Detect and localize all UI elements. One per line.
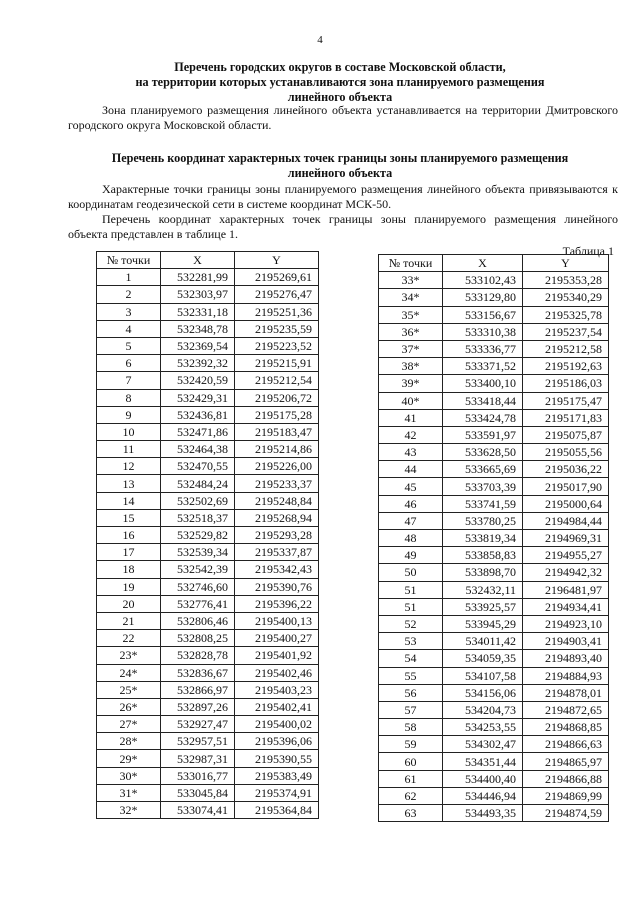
x-cell: 532542,39 (161, 561, 235, 578)
y-cell: 2195206,72 (235, 389, 319, 406)
y-cell: 2195383,49 (235, 767, 319, 784)
table-row (379, 272, 609, 289)
y-cell: 2195400,13 (235, 612, 319, 629)
x-cell: 533665,69 (443, 461, 523, 478)
section2-text-2: Перечень координат характерных точек границы зоны планируемого размещения линейного объекта представлен в таблице 1. (68, 212, 618, 241)
point-number-cell: 44 (379, 461, 443, 478)
header-point-number: № точки (97, 252, 161, 269)
table-row (379, 650, 609, 667)
table-row (379, 770, 609, 787)
point-number-cell: 23* (97, 647, 161, 664)
table-row (97, 716, 319, 733)
point-number-cell: 9 (97, 406, 161, 423)
y-cell: 2194969,31 (523, 530, 609, 547)
section2-text-1: Характерные точки границы зоны планируемого размещения линейного объекта привязываются к координатам геодезической сети в системе координат МСК-50. (68, 182, 618, 211)
x-cell: 532897,26 (161, 698, 235, 715)
x-cell: 533780,25 (443, 512, 523, 529)
y-cell: 2194866,88 (523, 770, 609, 787)
x-cell: 533129,80 (443, 289, 523, 306)
x-cell: 532502,69 (161, 492, 235, 509)
x-cell: 532518,37 (161, 509, 235, 526)
table-row (97, 733, 319, 750)
y-cell: 2195276,47 (235, 286, 319, 303)
y-cell: 2194869,99 (523, 787, 609, 804)
x-cell: 532471,86 (161, 423, 235, 440)
table-row (379, 736, 609, 753)
table-row (97, 509, 319, 526)
x-cell: 532464,38 (161, 441, 235, 458)
y-cell: 2194874,59 (523, 805, 609, 822)
table-row (97, 286, 319, 303)
x-cell: 532420,59 (161, 372, 235, 389)
table-row (379, 478, 609, 495)
table-row (97, 475, 319, 492)
table-row (97, 441, 319, 458)
x-cell: 532281,99 (161, 269, 235, 286)
y-cell: 2195233,37 (235, 475, 319, 492)
y-cell: 2195340,29 (523, 289, 609, 306)
point-number-cell: 31* (97, 784, 161, 801)
y-cell: 2195248,84 (235, 492, 319, 509)
x-cell: 532303,97 (161, 286, 235, 303)
point-number-cell: 8 (97, 389, 161, 406)
point-number-cell: 57 (379, 701, 443, 718)
y-cell: 2194934,41 (523, 598, 609, 615)
y-cell: 2195183,47 (235, 423, 319, 440)
x-cell: 532987,31 (161, 750, 235, 767)
table-row (97, 423, 319, 440)
y-cell: 2195268,94 (235, 509, 319, 526)
x-cell: 533819,34 (443, 530, 523, 547)
header-y: Y (523, 255, 609, 272)
x-cell: 532331,18 (161, 303, 235, 320)
x-cell: 533336,77 (443, 340, 523, 357)
point-number-cell: 45 (379, 478, 443, 495)
table-row (97, 492, 319, 509)
table-row (379, 564, 609, 581)
table-row (379, 701, 609, 718)
header-point-number: № точки (379, 255, 443, 272)
y-cell: 2195269,61 (235, 269, 319, 286)
point-number-cell: 5 (97, 337, 161, 354)
point-number-cell: 34* (379, 289, 443, 306)
table-row (379, 306, 609, 323)
x-cell: 532392,32 (161, 355, 235, 372)
point-number-cell: 20 (97, 595, 161, 612)
point-number-cell: 4 (97, 320, 161, 337)
point-number-cell: 55 (379, 667, 443, 684)
y-cell: 2195175,47 (523, 392, 609, 409)
section1-text: Зона планируемого размещения линейного объекта устанавливается на территории Дмитровского городского округа Московской области. (68, 103, 618, 132)
x-cell: 534204,73 (443, 701, 523, 718)
y-cell: 2195251,36 (235, 303, 319, 320)
y-cell: 2195212,54 (235, 372, 319, 389)
point-number-cell: 48 (379, 530, 443, 547)
section2-title-line: Перечень координат характерных точек границы зоны планируемого размещения (111, 151, 569, 165)
point-number-cell: 19 (97, 578, 161, 595)
point-number-cell: 27* (97, 716, 161, 733)
table-row (379, 530, 609, 547)
point-number-cell: 59 (379, 736, 443, 753)
x-cell: 532432,11 (443, 581, 523, 598)
table-row (97, 561, 319, 578)
table-row (97, 320, 319, 337)
x-cell: 532429,31 (161, 389, 235, 406)
section1-title-line: Перечень городских округов в составе Московской области, (174, 60, 506, 74)
y-cell: 2195215,91 (235, 355, 319, 372)
coordinates-table-right (378, 254, 609, 822)
x-cell: 534400,40 (443, 770, 523, 787)
table-row (97, 544, 319, 561)
y-cell: 2195175,28 (235, 406, 319, 423)
x-cell: 532808,25 (161, 630, 235, 647)
point-number-cell: 39* (379, 375, 443, 392)
x-cell: 533858,83 (443, 547, 523, 564)
x-cell: 532746,60 (161, 578, 235, 595)
y-cell: 2195403,23 (235, 681, 319, 698)
y-cell: 2195337,87 (235, 544, 319, 561)
table-row (97, 458, 319, 475)
x-cell: 532806,46 (161, 612, 235, 629)
table-row (97, 389, 319, 406)
point-number-cell: 33* (379, 272, 443, 289)
y-cell: 2194903,41 (523, 633, 609, 650)
table-row (97, 681, 319, 698)
y-cell: 2194893,40 (523, 650, 609, 667)
y-cell: 2194868,85 (523, 719, 609, 736)
point-number-cell: 29* (97, 750, 161, 767)
x-cell: 532484,24 (161, 475, 235, 492)
point-number-cell: 7 (97, 372, 161, 389)
point-number-cell: 26* (97, 698, 161, 715)
x-cell: 534011,42 (443, 633, 523, 650)
x-cell: 534446,94 (443, 787, 523, 804)
y-cell: 2194984,44 (523, 512, 609, 529)
section2-title-line: линейного объекта (287, 166, 393, 180)
y-cell: 2194872,65 (523, 701, 609, 718)
y-cell: 2195075,87 (523, 426, 609, 443)
table-row (379, 323, 609, 340)
point-number-cell: 50 (379, 564, 443, 581)
y-cell: 2195214,86 (235, 441, 319, 458)
point-number-cell: 47 (379, 512, 443, 529)
header-x: X (443, 255, 523, 272)
table-row (97, 406, 319, 423)
table-row (379, 409, 609, 426)
table-row (97, 647, 319, 664)
table-row (379, 684, 609, 701)
y-cell: 2195400,02 (235, 716, 319, 733)
point-number-cell: 56 (379, 684, 443, 701)
y-cell: 2195402,41 (235, 698, 319, 715)
point-number-cell: 24* (97, 664, 161, 681)
x-cell: 532539,34 (161, 544, 235, 561)
table-row (97, 802, 319, 819)
y-cell: 2195171,83 (523, 409, 609, 426)
point-number-cell: 18 (97, 561, 161, 578)
x-cell: 532836,67 (161, 664, 235, 681)
point-number-cell: 36* (379, 323, 443, 340)
point-number-cell: 3 (97, 303, 161, 320)
point-number-cell: 6 (97, 355, 161, 372)
table-row (379, 615, 609, 632)
table-row (97, 664, 319, 681)
x-cell: 532927,47 (161, 716, 235, 733)
header-y: Y (235, 252, 319, 269)
x-cell: 533945,29 (443, 615, 523, 632)
table-row (97, 269, 319, 286)
x-cell: 534059,35 (443, 650, 523, 667)
table-row (379, 581, 609, 598)
x-cell: 534302,47 (443, 736, 523, 753)
x-cell: 534107,58 (443, 667, 523, 684)
table-row (97, 527, 319, 544)
section1-title-line: линейного объекта (287, 90, 393, 104)
y-cell: 2195192,63 (523, 358, 609, 375)
table-row (379, 444, 609, 461)
x-cell: 533898,70 (443, 564, 523, 581)
point-number-cell: 60 (379, 753, 443, 770)
x-cell: 533400,10 (443, 375, 523, 392)
point-number-cell: 22 (97, 630, 161, 647)
table-row (379, 461, 609, 478)
y-cell: 2195402,46 (235, 664, 319, 681)
y-cell: 2195226,00 (235, 458, 319, 475)
point-number-cell: 10 (97, 423, 161, 440)
x-cell: 534253,55 (443, 719, 523, 736)
table-row (379, 719, 609, 736)
y-cell: 2195396,06 (235, 733, 319, 750)
x-cell: 534156,06 (443, 684, 523, 701)
table-row (97, 612, 319, 629)
y-cell: 2195293,28 (235, 527, 319, 544)
point-number-cell: 58 (379, 719, 443, 736)
x-cell: 534351,44 (443, 753, 523, 770)
y-cell: 2195390,55 (235, 750, 319, 767)
point-number-cell: 49 (379, 547, 443, 564)
y-cell: 2195353,28 (523, 272, 609, 289)
table-row (97, 372, 319, 389)
table-row (379, 375, 609, 392)
point-number-cell: 62 (379, 787, 443, 804)
table-row (379, 426, 609, 443)
table-row (379, 289, 609, 306)
section1-title-line: на территории которых устанавливаются зона планируемого размещения (135, 75, 545, 89)
point-number-cell: 28* (97, 733, 161, 750)
y-cell: 2195342,43 (235, 561, 319, 578)
y-cell: 2195017,90 (523, 478, 609, 495)
point-number-cell: 46 (379, 495, 443, 512)
y-cell: 2195036,22 (523, 461, 609, 478)
table-row (379, 358, 609, 375)
y-cell: 2195237,54 (523, 323, 609, 340)
point-number-cell: 14 (97, 492, 161, 509)
x-cell: 532776,41 (161, 595, 235, 612)
point-number-cell: 38* (379, 358, 443, 375)
table-row (379, 495, 609, 512)
point-number-cell: 32* (97, 802, 161, 819)
y-cell: 2195325,78 (523, 306, 609, 323)
point-number-cell: 37* (379, 340, 443, 357)
y-cell: 2195186,03 (523, 375, 609, 392)
point-number-cell: 61 (379, 770, 443, 787)
x-cell: 532348,78 (161, 320, 235, 337)
section2-title (60, 151, 620, 181)
point-number-cell: 1 (97, 269, 161, 286)
x-cell: 533016,77 (161, 767, 235, 784)
y-cell: 2195400,27 (235, 630, 319, 647)
x-cell: 532470,55 (161, 458, 235, 475)
table-row (97, 767, 319, 784)
y-cell: 2195235,59 (235, 320, 319, 337)
x-cell: 533371,52 (443, 358, 523, 375)
coordinates-table-left (96, 251, 319, 819)
table-row (97, 698, 319, 715)
y-cell: 2195374,91 (235, 784, 319, 801)
table-row (97, 355, 319, 372)
point-number-cell: 16 (97, 527, 161, 544)
table-header-row (97, 252, 319, 269)
point-number-cell: 15 (97, 509, 161, 526)
table-row (379, 633, 609, 650)
point-number-cell: 35* (379, 306, 443, 323)
point-number-cell: 52 (379, 615, 443, 632)
point-number-cell: 51 (379, 598, 443, 615)
x-cell: 533741,59 (443, 495, 523, 512)
y-cell: 2194942,32 (523, 564, 609, 581)
x-cell: 533925,57 (443, 598, 523, 615)
x-cell: 533703,39 (443, 478, 523, 495)
table-row (97, 784, 319, 801)
x-cell: 533074,41 (161, 802, 235, 819)
y-cell: 2195364,84 (235, 802, 319, 819)
point-number-cell: 21 (97, 612, 161, 629)
y-cell: 2194866,63 (523, 736, 609, 753)
y-cell: 2195000,64 (523, 495, 609, 512)
point-number-cell: 12 (97, 458, 161, 475)
header-x: X (161, 252, 235, 269)
x-cell: 533102,43 (443, 272, 523, 289)
point-number-cell: 42 (379, 426, 443, 443)
x-cell: 532436,81 (161, 406, 235, 423)
y-cell: 2196481,97 (523, 581, 609, 598)
y-cell: 2195223,52 (235, 337, 319, 354)
table-row (379, 598, 609, 615)
x-cell: 534493,35 (443, 805, 523, 822)
point-number-cell: 30* (97, 767, 161, 784)
page-number: 4 (317, 34, 323, 46)
table-row (97, 578, 319, 595)
x-cell: 532529,82 (161, 527, 235, 544)
point-number-cell: 11 (97, 441, 161, 458)
point-number-cell: 63 (379, 805, 443, 822)
x-cell: 532369,54 (161, 337, 235, 354)
y-cell: 2194923,10 (523, 615, 609, 632)
point-number-cell: 40* (379, 392, 443, 409)
x-cell: 533418,44 (443, 392, 523, 409)
table-row (379, 340, 609, 357)
table-row (379, 547, 609, 564)
table-row (97, 337, 319, 354)
point-number-cell: 17 (97, 544, 161, 561)
point-number-cell: 41 (379, 409, 443, 426)
x-cell: 532828,78 (161, 647, 235, 664)
y-cell: 2195390,76 (235, 578, 319, 595)
table-row (97, 750, 319, 767)
table-row (379, 787, 609, 804)
table-row (379, 805, 609, 822)
y-cell: 2194865,97 (523, 753, 609, 770)
x-cell: 533591,97 (443, 426, 523, 443)
point-number-cell: 13 (97, 475, 161, 492)
table-row (97, 595, 319, 612)
y-cell: 2195401,92 (235, 647, 319, 664)
y-cell: 2194955,27 (523, 547, 609, 564)
y-cell: 2195212,58 (523, 340, 609, 357)
x-cell: 533045,84 (161, 784, 235, 801)
table-row (97, 630, 319, 647)
point-number-cell: 54 (379, 650, 443, 667)
x-cell: 533156,67 (443, 306, 523, 323)
point-number-cell: 25* (97, 681, 161, 698)
x-cell: 533628,50 (443, 444, 523, 461)
table-header-row (379, 255, 609, 272)
x-cell: 533310,38 (443, 323, 523, 340)
table-row (379, 753, 609, 770)
x-cell: 533424,78 (443, 409, 523, 426)
point-number-cell: 51 (379, 581, 443, 598)
table-row (379, 512, 609, 529)
point-number-cell: 43 (379, 444, 443, 461)
table-row (379, 667, 609, 684)
y-cell: 2194878,01 (523, 684, 609, 701)
section1-title (60, 60, 620, 105)
point-number-cell: 53 (379, 633, 443, 650)
y-cell: 2195396,22 (235, 595, 319, 612)
point-number-cell: 2 (97, 286, 161, 303)
y-cell: 2194884,93 (523, 667, 609, 684)
table-row (97, 303, 319, 320)
y-cell: 2195055,56 (523, 444, 609, 461)
x-cell: 532957,51 (161, 733, 235, 750)
x-cell: 532866,97 (161, 681, 235, 698)
table-label: Таблица 1 (562, 244, 614, 258)
table-row (379, 392, 609, 409)
